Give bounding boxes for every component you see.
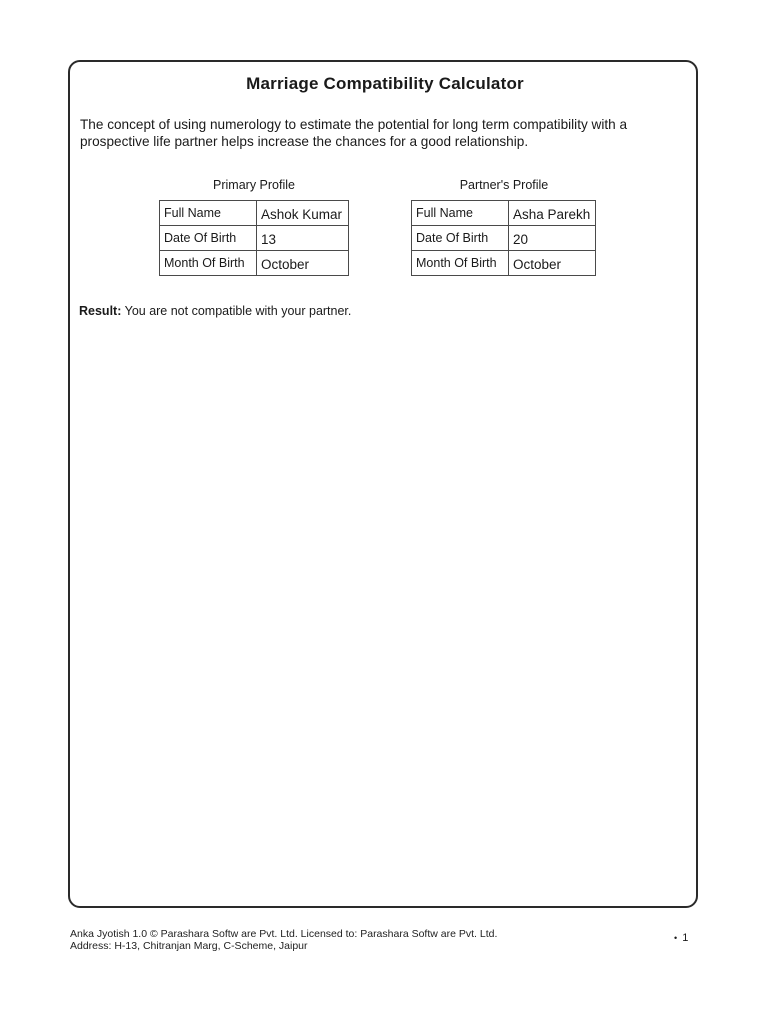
primary-full-name-value: Ashok Kumar <box>257 201 349 226</box>
table-row <box>412 251 596 276</box>
table-row <box>412 201 596 226</box>
partner-full-name-label: Full Name <box>412 201 509 226</box>
partner-dob-value: 20 <box>509 226 596 251</box>
intro-paragraph: The concept of using numerology to estimate the potential for long term compatibility with a prospective life partner helps increase the chances for a good relationship. <box>80 117 628 149</box>
partner-profile-table <box>411 200 596 276</box>
partner-month-value: October <box>509 251 596 276</box>
partner-full-name-value: Asha Parekh <box>509 201 596 226</box>
page-number <box>674 932 688 944</box>
primary-dob-value: 13 <box>257 226 349 251</box>
result-text: You are not compatible with your partner. <box>124 304 352 318</box>
partner-dob-label: Date Of Birth <box>412 226 509 251</box>
table-row <box>412 226 596 251</box>
partner-profile <box>411 176 597 276</box>
primary-profile-caption: Primary Profile <box>213 178 295 192</box>
primary-profile-table <box>159 200 349 276</box>
table-row <box>160 251 349 276</box>
primary-month-label: Month Of Birth <box>160 251 257 276</box>
footer <box>70 928 497 952</box>
primary-profile <box>159 176 349 276</box>
result-label: Result: <box>79 304 122 318</box>
partner-profile-caption: Partner's Profile <box>459 178 549 192</box>
footer-address: Address: H-13, Chitranjan Marg, C-Scheme, Jaipur <box>70 940 308 952</box>
primary-full-name-label: Full Name <box>160 201 257 226</box>
page-title: Marriage Compatibility Calculator <box>246 74 524 93</box>
footer-license: Anka Jyotish 1.0 © Parashara Softw are Pvt. Ltd. Licensed to: Parashara Softw are Pvt. Ltd. <box>70 928 498 940</box>
partner-month-label: Month Of Birth <box>412 251 509 276</box>
primary-dob-label: Date Of Birth <box>160 226 257 251</box>
page-number-value: 1 <box>682 932 689 944</box>
primary-month-value: October <box>257 251 349 276</box>
table-row <box>160 226 349 251</box>
bullet-icon: • <box>674 933 678 944</box>
result-line <box>79 304 351 318</box>
table-row <box>160 201 349 226</box>
